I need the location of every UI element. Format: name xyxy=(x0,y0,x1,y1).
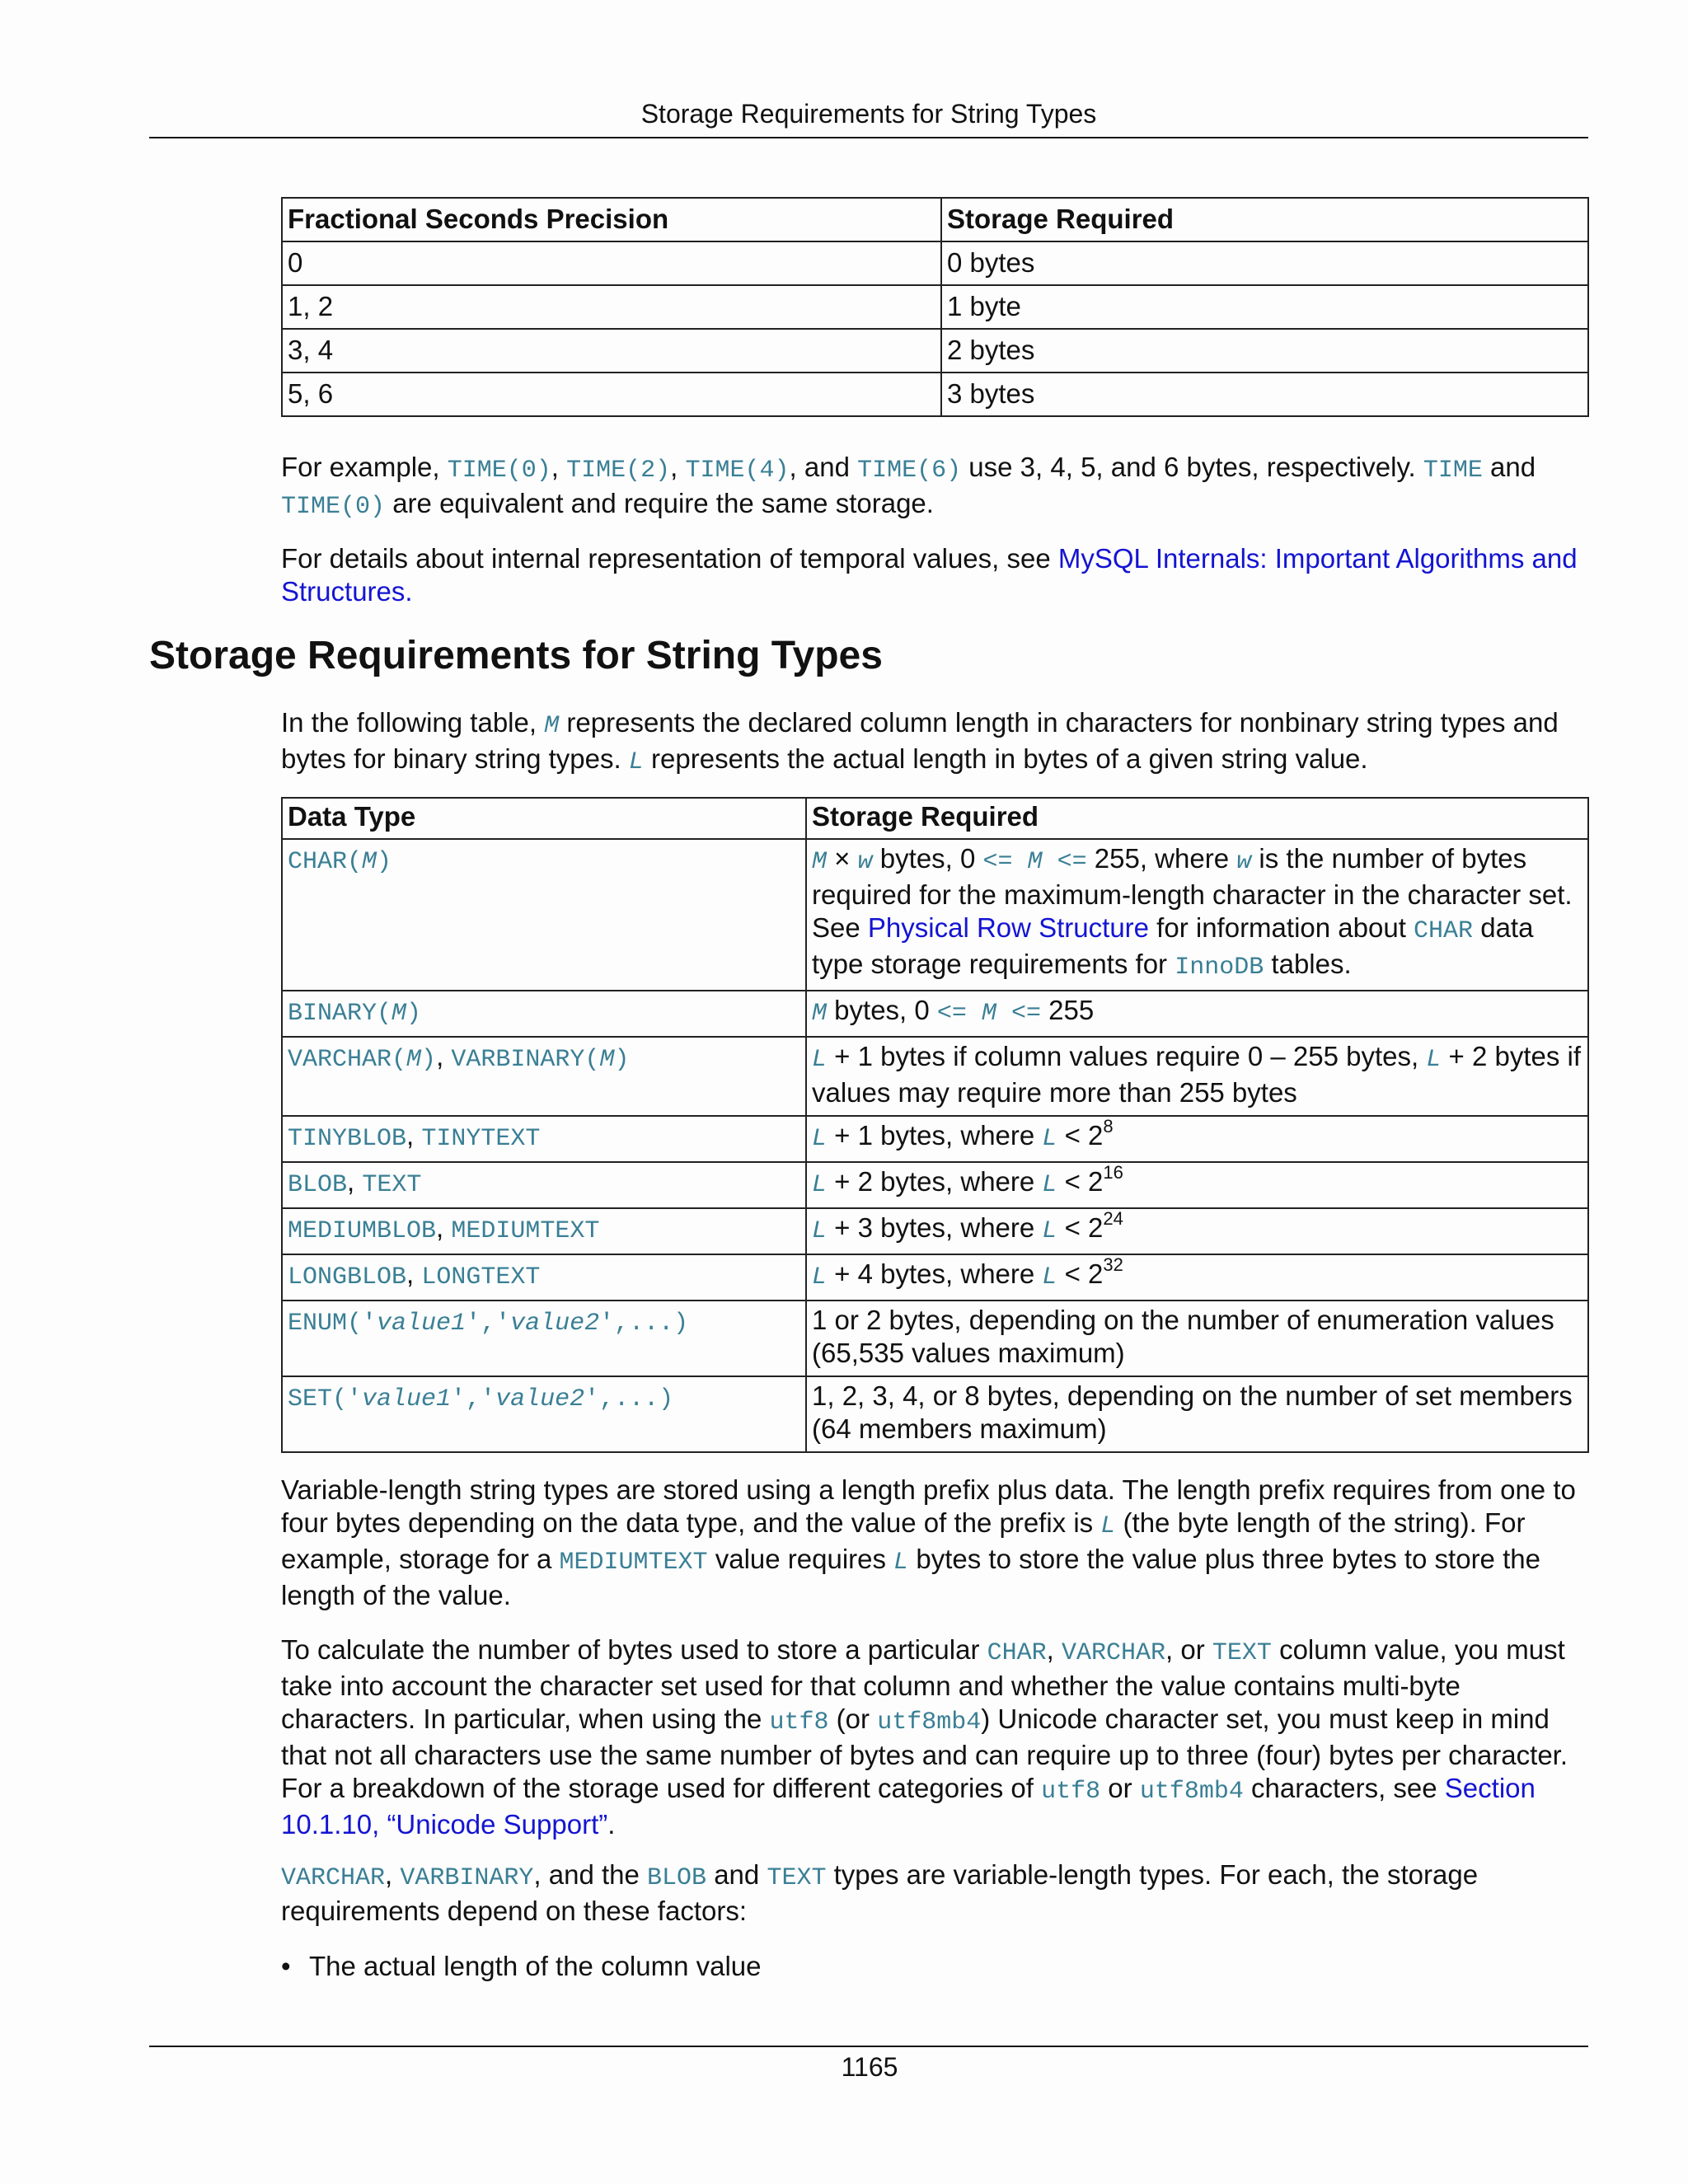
text: bytes, 0 xyxy=(872,843,983,874)
text: For example, xyxy=(281,452,448,482)
text: characters, see xyxy=(1243,1773,1445,1803)
code: ) xyxy=(614,1046,630,1074)
varchar-link[interactable]: VARCHAR xyxy=(281,1864,386,1892)
table-cell: 0 bytes xyxy=(941,241,1588,285)
table-header-row xyxy=(282,798,1588,839)
code: <= xyxy=(996,1000,1041,1028)
table-header-cell: Storage Required xyxy=(806,798,1588,839)
code: value2 xyxy=(495,1385,585,1413)
text: , and the xyxy=(533,1859,648,1890)
type-cell xyxy=(282,1301,806,1376)
varchar-link[interactable]: VARCHAR xyxy=(1062,1639,1166,1667)
code: <= xyxy=(982,848,1013,876)
code: ',...) xyxy=(584,1385,674,1413)
exponent: 32 xyxy=(1103,1254,1123,1275)
code: L xyxy=(1042,1263,1057,1291)
text: , xyxy=(347,1166,363,1197)
code: BINARY( xyxy=(288,1000,392,1028)
utf8-link[interactable]: utf8 xyxy=(769,1708,829,1736)
table-cell: 1 byte xyxy=(941,285,1588,329)
text: In the following table, xyxy=(281,707,545,738)
storage-cell: 1 or 2 bytes, depending on the number of enumeration values (65,535 values maximum) xyxy=(806,1301,1588,1376)
storage-cell xyxy=(806,1116,1588,1162)
longtext-link[interactable]: LONGTEXT xyxy=(421,1263,541,1291)
code: ) xyxy=(421,1046,437,1074)
table-row xyxy=(282,329,1588,373)
code: ',' xyxy=(466,1310,511,1338)
text: < 2 xyxy=(1057,1212,1104,1243)
code: L xyxy=(1426,1046,1442,1074)
internals-paragraph xyxy=(281,542,1592,608)
table-cell: 2 bytes xyxy=(941,329,1588,373)
section-heading: Storage Requirements for String Types xyxy=(149,634,883,677)
text: for information about xyxy=(1149,912,1414,943)
storage-cell xyxy=(806,991,1588,1037)
exponent: 16 xyxy=(1103,1162,1123,1183)
calculate-bytes-paragraph xyxy=(281,1633,1592,1841)
varbinary-type-link[interactable] xyxy=(451,1041,630,1074)
type-cell xyxy=(282,1116,806,1162)
text: , xyxy=(551,452,567,482)
table-cell: 0 xyxy=(282,241,941,285)
code: ) xyxy=(406,1000,422,1028)
code: value1 xyxy=(377,1310,467,1338)
code: ',...) xyxy=(599,1310,689,1338)
time-4-link[interactable]: TIME(4) xyxy=(685,457,790,485)
variable-l: L xyxy=(893,1549,909,1577)
text: use 3, 4, 5, and 6 bytes, respectively. xyxy=(961,452,1423,482)
table-header-cell: Data Type xyxy=(282,798,806,839)
code: SET(' xyxy=(288,1385,363,1413)
mediumtext-link[interactable]: MEDIUMTEXT xyxy=(559,1549,708,1577)
text: column value, you must take into account the character set used for that column and whether the value contains multi-byte characters. In particular, when using the xyxy=(281,1634,1565,1734)
utf8mb4-link[interactable]: utf8mb4 xyxy=(1139,1778,1244,1806)
page-number: 1165 xyxy=(841,2052,898,2082)
code: M xyxy=(362,848,377,876)
text: bytes, 0 xyxy=(827,995,937,1025)
table-row xyxy=(282,839,1588,991)
running-header: Storage Requirements for String Types xyxy=(149,94,1588,138)
unicode-support-link[interactable]: Section 10.1.10, “Unicode Support” xyxy=(281,1773,1536,1840)
variable-length-paragraph xyxy=(281,1474,1592,1612)
text: 255, where xyxy=(1086,843,1237,874)
text: + 1 bytes, where xyxy=(827,1120,1043,1151)
table-row xyxy=(282,1116,1588,1162)
table-header-row xyxy=(282,198,1588,241)
text: is the number of bytes required for the maximum-length character in the character set. See xyxy=(812,843,1573,943)
code: ) xyxy=(377,848,392,876)
code: VARBINARY( xyxy=(451,1046,600,1074)
code: L xyxy=(1042,1125,1057,1153)
text: or xyxy=(1100,1773,1140,1803)
mediumblob-link[interactable]: MEDIUMBLOB xyxy=(288,1217,437,1245)
code: L xyxy=(812,1125,828,1153)
code: CHAR( xyxy=(288,848,363,876)
set-type-link[interactable] xyxy=(288,1380,673,1411)
code: M xyxy=(392,1000,407,1028)
storage-cell xyxy=(806,839,1588,991)
text: , xyxy=(670,452,686,482)
type-cell xyxy=(282,1037,806,1116)
char-link[interactable]: CHAR xyxy=(1414,917,1474,945)
text: , xyxy=(1046,1634,1062,1665)
type-cell xyxy=(282,1376,806,1452)
table-row xyxy=(282,373,1588,416)
text: + 4 bytes, where xyxy=(827,1258,1043,1289)
text: 255 xyxy=(1040,995,1095,1025)
type-cell xyxy=(282,991,806,1037)
text: value requires xyxy=(707,1544,894,1574)
text: + 2 bytes if values may require more than 255 bytes xyxy=(812,1041,1582,1108)
text: and xyxy=(706,1859,767,1890)
text: (the byte length of the string). For example, storage for a xyxy=(281,1507,1526,1574)
utf8mb4-link[interactable]: utf8mb4 xyxy=(877,1708,982,1736)
text: , and xyxy=(789,452,858,482)
table-row xyxy=(282,1208,1588,1254)
text: To calculate the number of bytes used to store a particular xyxy=(281,1634,987,1665)
variable-types-paragraph xyxy=(281,1858,1592,1928)
code: w xyxy=(1236,848,1252,876)
innodb-link[interactable]: InnoDB xyxy=(1175,954,1264,982)
type-cell xyxy=(282,1162,806,1208)
time-0-link[interactable]: TIME(0) xyxy=(281,493,386,521)
code: L xyxy=(812,1217,828,1245)
tinytext-link[interactable]: TINYTEXT xyxy=(421,1125,541,1153)
text: + 3 bytes, where xyxy=(827,1212,1043,1243)
type-cell xyxy=(282,1208,806,1254)
text: + 2 bytes, where xyxy=(827,1166,1043,1197)
text: . xyxy=(405,576,413,607)
mysql-internals-link[interactable]: MySQL Internals: Important Algorithms and Structures xyxy=(281,543,1578,607)
code: ENUM(' xyxy=(288,1310,377,1338)
code: value2 xyxy=(510,1310,600,1338)
table-row xyxy=(282,285,1588,329)
text: < 2 xyxy=(1057,1120,1104,1151)
code: L xyxy=(812,1046,828,1074)
code: M xyxy=(406,1046,422,1074)
code: ',' xyxy=(451,1385,496,1413)
blob-link[interactable]: BLOB xyxy=(647,1864,707,1892)
code xyxy=(1013,848,1028,876)
text: , xyxy=(385,1859,401,1890)
blob-link[interactable]: BLOB xyxy=(288,1171,348,1199)
type-cell xyxy=(282,839,806,991)
text: < 2 xyxy=(1057,1258,1104,1289)
time-6-link[interactable]: TIME(6) xyxy=(857,457,962,485)
table-cell: 3 bytes xyxy=(941,373,1588,416)
storage-cell xyxy=(806,1254,1588,1301)
text: , xyxy=(436,1041,452,1071)
utf8-link[interactable]: utf8 xyxy=(1041,1778,1101,1806)
table-row xyxy=(282,1301,1588,1376)
code: M xyxy=(599,1046,615,1074)
text: and xyxy=(1482,452,1536,482)
code: w xyxy=(857,848,873,876)
list-item-text: The actual length of the column value xyxy=(309,1951,762,1981)
intro-paragraph xyxy=(281,706,1592,779)
code: value1 xyxy=(362,1385,452,1413)
tinyblob-link[interactable]: TINYBLOB xyxy=(288,1125,407,1153)
bullet-marker: • xyxy=(281,1951,291,1981)
footer-rule xyxy=(149,2046,1588,2047)
varchar-type-link[interactable] xyxy=(288,1041,437,1074)
variable-m: M xyxy=(544,712,560,740)
text: represents the actual length in bytes of a given string value. xyxy=(643,743,1368,774)
table-row xyxy=(282,1037,1588,1116)
table-header-cell: Fractional Seconds Precision xyxy=(282,198,941,241)
storage-cell xyxy=(806,1162,1588,1208)
code: L xyxy=(1042,1217,1057,1245)
variable-l: L xyxy=(1100,1512,1116,1540)
code: M xyxy=(966,1000,996,1028)
text: bytes to store the value plus three bytes to store the length of the value. xyxy=(281,1544,1540,1610)
code: M xyxy=(812,1000,828,1028)
text: Variable-length string types are stored using a length prefix plus data. The length prefix requires from one to four bytes depending on the data type, and the value of the prefix is xyxy=(281,1474,1576,1538)
string-storage-table xyxy=(281,797,1589,1453)
text: , xyxy=(406,1120,422,1151)
fractional-seconds-table xyxy=(281,197,1589,417)
time-storage-paragraph xyxy=(281,451,1592,523)
time-0-link[interactable]: TIME(0) xyxy=(447,457,551,485)
storage-cell xyxy=(806,1208,1588,1254)
enum-type-link[interactable] xyxy=(288,1305,689,1338)
text: + 1 bytes if column values require 0 – 255 bytes, xyxy=(827,1041,1427,1071)
text: tables. xyxy=(1264,949,1352,979)
table-cell: 1, 2 xyxy=(282,285,941,329)
time-2-link[interactable]: TIME(2) xyxy=(566,457,671,485)
text: types are variable-length types. For each, the storage requirements depend on these factors: xyxy=(281,1859,1479,1926)
table-row xyxy=(282,1162,1588,1208)
code: <= xyxy=(936,1000,967,1028)
text: , or xyxy=(1165,1634,1212,1665)
char-type-link[interactable] xyxy=(288,843,392,874)
text: × xyxy=(827,843,858,874)
binary-type-link[interactable] xyxy=(288,995,422,1028)
time-link[interactable]: TIME xyxy=(1423,457,1483,485)
char-link[interactable]: CHAR xyxy=(987,1639,1047,1667)
storage-cell: 1, 2, 3, 4, or 8 bytes, depending on the number of set members (64 members maximum) xyxy=(806,1376,1588,1452)
exponent: 24 xyxy=(1103,1208,1123,1229)
text: data type storage requirements for xyxy=(812,912,1534,979)
storage-cell xyxy=(806,1037,1588,1116)
list-item xyxy=(281,1950,762,1983)
table-cell: 3, 4 xyxy=(282,329,941,373)
text: . xyxy=(607,1809,616,1840)
physical-row-structure-link[interactable]: Physical Row Structure xyxy=(867,912,1150,943)
text-link[interactable]: TEXT xyxy=(1212,1639,1272,1667)
code: M xyxy=(1027,848,1043,876)
text: , xyxy=(436,1212,452,1243)
text: are equivalent and require the same storage. xyxy=(385,488,934,518)
text: , xyxy=(406,1258,422,1289)
table-row xyxy=(282,241,1588,285)
text-link[interactable]: TEXT xyxy=(767,1864,827,1892)
code: M xyxy=(812,848,828,876)
code: L xyxy=(812,1171,828,1199)
text: ) Unicode character set, you must keep in mind that not all characters use the same number of bytes and can require up to three (four) bytes per character. For a breakdown of the storage used for different categories of xyxy=(281,1704,1568,1803)
table-header-cell: Storage Required xyxy=(941,198,1588,241)
code: <= xyxy=(1042,848,1087,876)
longblob-link[interactable]: LONGBLOB xyxy=(288,1263,407,1291)
varbinary-link[interactable]: VARBINARY xyxy=(400,1864,534,1892)
text: (or xyxy=(828,1704,878,1734)
mediumtext-link[interactable]: MEDIUMTEXT xyxy=(451,1217,600,1245)
table-row xyxy=(282,1376,1588,1452)
text: represents the declared column length in characters for nonbinary string types and bytes for binary string types. xyxy=(281,707,1559,774)
table-row xyxy=(282,991,1588,1037)
text: For details about internal representation of temporal values, see xyxy=(281,543,1058,574)
text-link[interactable]: TEXT xyxy=(362,1171,422,1199)
exponent: 8 xyxy=(1103,1116,1114,1137)
table-cell: 5, 6 xyxy=(282,373,941,416)
type-cell xyxy=(282,1254,806,1301)
text: < 2 xyxy=(1057,1166,1104,1197)
variable-l: L xyxy=(628,748,644,776)
code: VARCHAR( xyxy=(288,1046,407,1074)
code: L xyxy=(1042,1171,1057,1199)
table-row xyxy=(282,1254,1588,1301)
code: L xyxy=(812,1263,828,1291)
